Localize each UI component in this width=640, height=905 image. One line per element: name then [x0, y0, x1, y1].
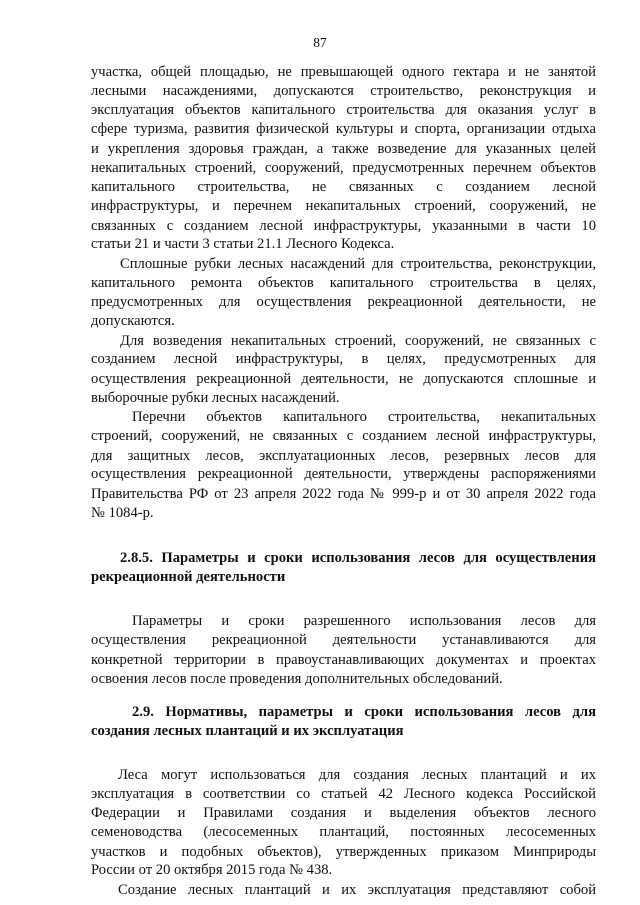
- paragraph-line: лесными насаждениями, допускаются строительство, реконструкция и: [91, 82, 596, 99]
- paragraph-line: связанных с созданием лесной инфраструктуры, указанными в части 10: [91, 217, 596, 234]
- section-heading: рекреационной деятельности: [91, 568, 286, 585]
- paragraph-line: для защитных лесов, эксплуатационных лесов, резервных лесов для: [91, 447, 596, 464]
- paragraph-line: России от 20 октября 2015 года № 438.: [91, 862, 333, 879]
- paragraph-line: Создание лесных плантаций и их эксплуатация представляют собой: [118, 882, 596, 898]
- paragraph-line: осуществления рекреационной деятельности, утверждены распоряжениями: [91, 466, 596, 483]
- paragraph-line: предусмотренных для осуществления рекреационной деятельности, не: [91, 294, 596, 311]
- paragraph-line: Правительства РФ от 23 апреля 2022 года № 999-р и от 30 апреля 2022 года: [91, 486, 596, 503]
- paragraph-line: освоения лесов после проведения дополнительных обследований.: [91, 670, 503, 687]
- paragraph-line: участков и подобных объектов), утвержденных приказом Минприроды: [91, 843, 596, 860]
- paragraph-line: участка, общей площадью, не превышающей одного гектара и не занятой: [91, 64, 596, 80]
- paragraph-line: некапитальных строений, сооружений, предусмотренных перечнем объектов: [91, 159, 596, 176]
- paragraph-line: Параметры и сроки разрешенного использования лесов для: [132, 613, 596, 630]
- paragraph-line: и укрепления здоровья граждан, а также возведение для указанных целей: [91, 140, 596, 157]
- paragraph-line: Сплошные рубки лесных насаждений для строительства, реконструкции,: [120, 255, 596, 272]
- paragraph-line: № 1084-р.: [91, 504, 154, 521]
- paragraph-line: Для возведения некапитальных строений, сооружений, не связанных с: [120, 332, 596, 349]
- section-heading: 2.9. Нормативы, параметры и сроки использования лесов для: [132, 704, 596, 721]
- section-heading: создания лесных плантаций и их эксплуатация: [91, 722, 404, 739]
- paragraph-line: осуществления рекреационной деятельности, не допускаются сплошные и: [91, 371, 596, 387]
- paragraph-line: эксплуатация в соответствии со статьей 42 Лесного кодекса Российской: [91, 785, 596, 802]
- paragraph-line: строений, сооружений, не связанных с созданием лесной инфраструктуры,: [91, 428, 596, 445]
- page-number: 87: [313, 35, 327, 50]
- paragraph-line: капитального ремонта объектов капитального строительства в целях,: [91, 274, 596, 291]
- paragraph-line: Перечни объектов капитального строительства, некапитальных: [132, 409, 596, 426]
- paragraph-line: статьи 21 и части 3 статьи 21.1 Лесного Кодекса.: [91, 236, 395, 253]
- paragraph-line: созданием лесной инфраструктуры, в целях, предусмотренных для: [91, 351, 596, 368]
- paragraph-line: семеноводства (лесосеменных плантаций, постоянных лесосеменных: [91, 824, 596, 840]
- paragraph-line: Леса могут использоваться для создания лесных плантаций и их: [118, 766, 596, 783]
- paragraph-line: конкретной территории в правоустанавливающих документах и проектах: [91, 651, 596, 668]
- paragraph-line: выборочные рубки лесных насаждений.: [91, 389, 340, 406]
- paragraph-line: сфере туризма, развития физической культуры и спорта, организации отдыха: [91, 121, 596, 138]
- paragraph-line: осуществления рекреационной деятельности устанавливаются для: [91, 632, 596, 649]
- paragraph-line: эксплуатация объектов капитального строительства для оказания услуг в: [91, 102, 596, 119]
- paragraph-line: инфраструктуры, и перечнем некапитальных строений, сооружений, не: [91, 197, 596, 214]
- paragraph-line: капитального строительства, не связанных с созданием лесной: [91, 179, 596, 196]
- section-heading: 2.8.5. Параметры и сроки использования лесов для осуществления: [120, 549, 596, 566]
- paragraph-line: Федерации и Правилами создания и выделения объектов лесного: [91, 805, 596, 822]
- paragraph-line: допускаются.: [91, 313, 175, 329]
